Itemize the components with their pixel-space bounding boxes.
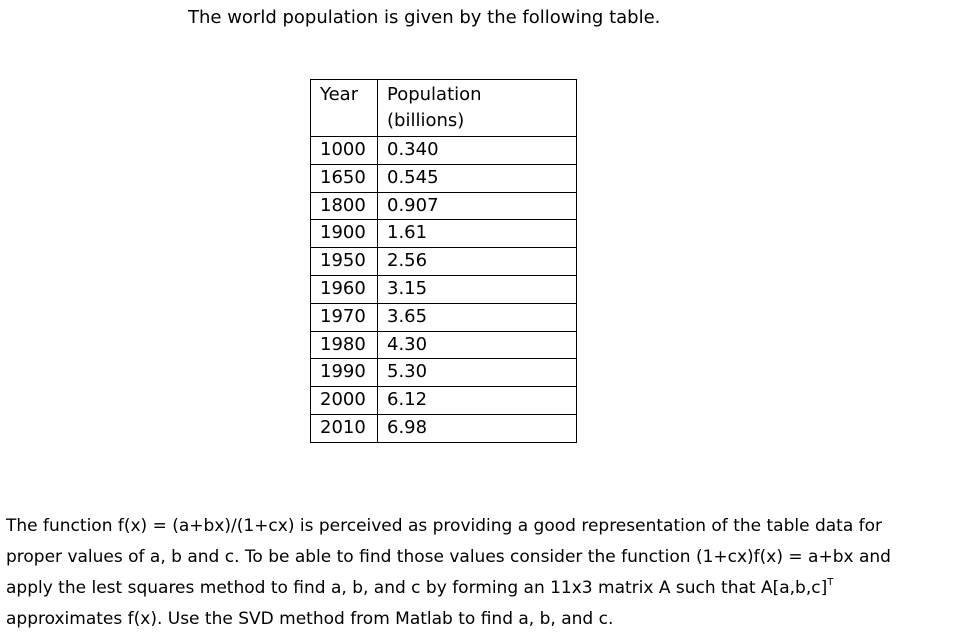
table-row xyxy=(311,303,577,331)
table-row xyxy=(311,137,577,165)
table-row xyxy=(311,275,577,303)
cell-population: 6.12 xyxy=(378,387,577,415)
paragraph-line-4: approximates f(x). Use the SVD method from Matlab to find a, b, and c. xyxy=(6,609,614,629)
cell-year: 1000 xyxy=(311,137,378,165)
table-row xyxy=(311,414,577,442)
cell-population: 0.340 xyxy=(378,137,577,165)
cell-year: 1960 xyxy=(311,275,378,303)
header-year: Year xyxy=(311,80,378,137)
paragraph-line-1: The function f(x) = (a+bx)/(1+cx) is perceived as providing a good representation of the table data for xyxy=(6,516,883,536)
table-row xyxy=(311,164,577,192)
population-table xyxy=(310,79,577,443)
cell-year: 1980 xyxy=(311,331,378,359)
table-body xyxy=(311,137,577,443)
header-population xyxy=(378,80,577,137)
cell-population: 5.30 xyxy=(378,359,577,387)
table-row xyxy=(311,248,577,276)
cell-year: 1950 xyxy=(311,248,378,276)
header-population-line2: (billions) xyxy=(387,110,465,131)
cell-year: 1800 xyxy=(311,192,378,220)
cell-year: 1650 xyxy=(311,164,378,192)
cell-year: 1900 xyxy=(311,220,378,248)
table-row xyxy=(311,220,577,248)
paragraph-line-3 xyxy=(6,573,951,604)
cell-population: 3.65 xyxy=(378,303,577,331)
transpose-superscript: T xyxy=(827,577,834,588)
intro-text: The world population is given by the following table. xyxy=(188,7,661,28)
cell-year: 2000 xyxy=(311,387,378,415)
paragraph-line-2: proper values of a, b and c. To be able to find those values consider the function (1+cx)f(x) = a+bx and xyxy=(6,547,891,567)
cell-population: 4.30 xyxy=(378,331,577,359)
table-row xyxy=(311,359,577,387)
table-row xyxy=(311,331,577,359)
cell-population: 1.61 xyxy=(378,220,577,248)
cell-population: 2.56 xyxy=(378,248,577,276)
header-population-line1: Population xyxy=(387,84,482,105)
table-row xyxy=(311,192,577,220)
cell-population: 6.98 xyxy=(378,414,577,442)
cell-year: 1990 xyxy=(311,359,378,387)
cell-population: 0.907 xyxy=(378,192,577,220)
problem-paragraph xyxy=(6,511,951,635)
table-header-row xyxy=(311,80,577,137)
cell-year: 2010 xyxy=(311,414,378,442)
cell-population: 3.15 xyxy=(378,275,577,303)
cell-population: 0.545 xyxy=(378,164,577,192)
paragraph-line-3-text: apply the lest squares method to find a, b, and c by forming an 11x3 matrix A such that A[a,b,c] xyxy=(6,578,828,598)
cell-year: 1970 xyxy=(311,303,378,331)
table-row xyxy=(311,387,577,415)
